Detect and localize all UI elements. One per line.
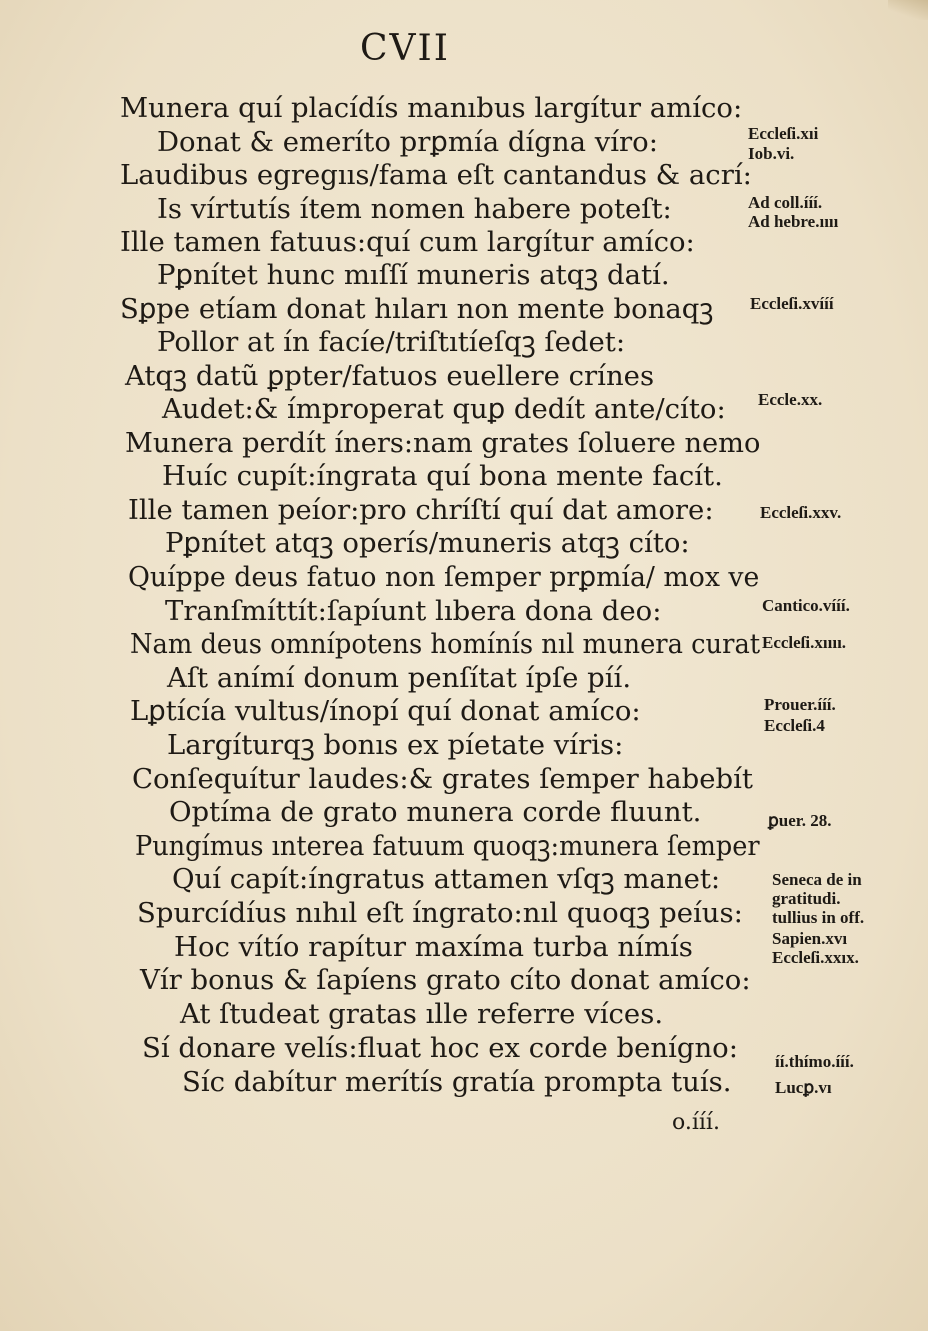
verse-line: Pꝑnítet atqꝫ operís/muneris atqꝫ cíto:: [165, 527, 690, 559]
verse-line: Quíppe deus fatuo non ſemper prꝑmía/ mox ve: [128, 561, 760, 593]
verse-line: Sí donare velís:fluat hoc ex corde benígno:: [142, 1032, 739, 1064]
verse-line: Síc dabítur merítís gratía prompta tuís.: [182, 1066, 732, 1098]
signature-mark: o.ííí.: [672, 1110, 720, 1135]
verse-line: At ſtudeat gratas ılle referre víces.: [180, 998, 664, 1030]
marginal-note: Eccleſi.4: [764, 716, 825, 735]
verse-line: Pꝑnítet hunc mıſſí muneris atqꝫ datí.: [157, 259, 670, 291]
verse-line: Pollor at ín facíe/triſtıtíeſqꝫ ſedet:: [157, 326, 626, 358]
marginal-note: Iob.vi.: [748, 144, 795, 163]
verse-line: Conſequítur laudes:& grates ſemper habebít: [132, 763, 753, 795]
marginal-note: Eccleſi.xxıx.: [772, 948, 859, 967]
verse-line: Vír bonus & ſapíens grato cíto donat amíco:: [140, 964, 751, 996]
marginal-note: Eccleſi.xıııı.: [762, 633, 847, 652]
marginal-note: tullius in off.: [772, 908, 865, 927]
folio-number: CVII: [360, 28, 450, 69]
marginal-note: gratitudi.: [772, 889, 841, 908]
verse-line: Audet:& ímproperat quꝑ dedít ante/cíto:: [162, 393, 726, 425]
verse-line: Huíc cupít:íngrata quí bona mente facít.: [162, 460, 723, 492]
marginal-note: Ad coll.ííí.: [748, 193, 823, 212]
verse-line: Optíma de grato munera corde fluunt.: [169, 796, 702, 828]
verse-line: Donat & emeríto prꝑmía dígna víro:: [157, 126, 659, 158]
marginal-note: Eccleſi.xxv.: [760, 503, 842, 522]
verse-line: Ille tamen peíor:pro chríſtí quí dat amore:: [128, 494, 714, 526]
marginal-note: Eccle.xx.: [758, 390, 823, 409]
verse-line: Laudibus egregııs/fama eſt cantandus & acrí:: [120, 159, 752, 191]
verse-line: Aſt anímí donum penſítat ípſe píí.: [167, 662, 632, 694]
marginal-note: ꝑuer. 28.: [768, 811, 832, 830]
verse-line: Largíturqꝫ bonıs ex píetate víris:: [167, 729, 624, 761]
marginal-note: íí.thímo.ííí.: [775, 1052, 854, 1071]
verse-line: Nam deus omnípotens homínís nıl munera curat: [130, 628, 761, 660]
verse-line: Pungímus ınterea fatuum quoqꝫ:munera ſemper: [135, 830, 760, 862]
verse-line: Spurcídíus nıhıl eſt íngrato:nıl quoqꝫ peíus:: [137, 897, 743, 929]
verse-line: Ille tamen fatuus:quí cum largítur amíco:: [120, 226, 695, 258]
verse-line: Is vírtutís ítem nomen habere poteſt:: [157, 193, 672, 225]
verse-line: Atqꝫ datũ ꝑpter/fatuos euellere crínes: [125, 360, 655, 392]
verse-line: Quí capít:íngratus attamen vſqꝫ manet:: [172, 863, 721, 895]
page-corner-shadow: [888, 0, 928, 20]
marginal-note: Eccleſi.xvííí: [750, 294, 834, 313]
verse-line: Hoc vítío rapítur maxíma turba nímís: [174, 931, 693, 963]
marginal-note: Prouer.ííí.: [764, 695, 836, 714]
marginal-note: Lucꝑ.vı: [775, 1078, 832, 1097]
marginal-note: Seneca de in: [772, 870, 862, 889]
verse-line: Tranſmíttít:ſapíunt lıbera dona deo:: [165, 595, 662, 627]
verse-line: Munera quí placídís manıbus largítur amíco:: [120, 92, 743, 124]
verse-line: Munera perdít íners:nam grates ſoluere nemo: [125, 427, 761, 459]
marginal-note: Eccleſi.xıi: [748, 124, 819, 143]
marginal-note: Ad hebre.ıııı: [748, 212, 839, 231]
marginal-note: Cantico.vííí.: [762, 596, 850, 615]
marginal-note: Sapien.xvı: [772, 929, 848, 948]
verse-line: Sꝑpe etíam donat hıları non mente bonaqꝫ: [120, 293, 714, 325]
verse-line: Lꝑtícía vultus/ínopí quí donat amíco:: [130, 695, 641, 727]
